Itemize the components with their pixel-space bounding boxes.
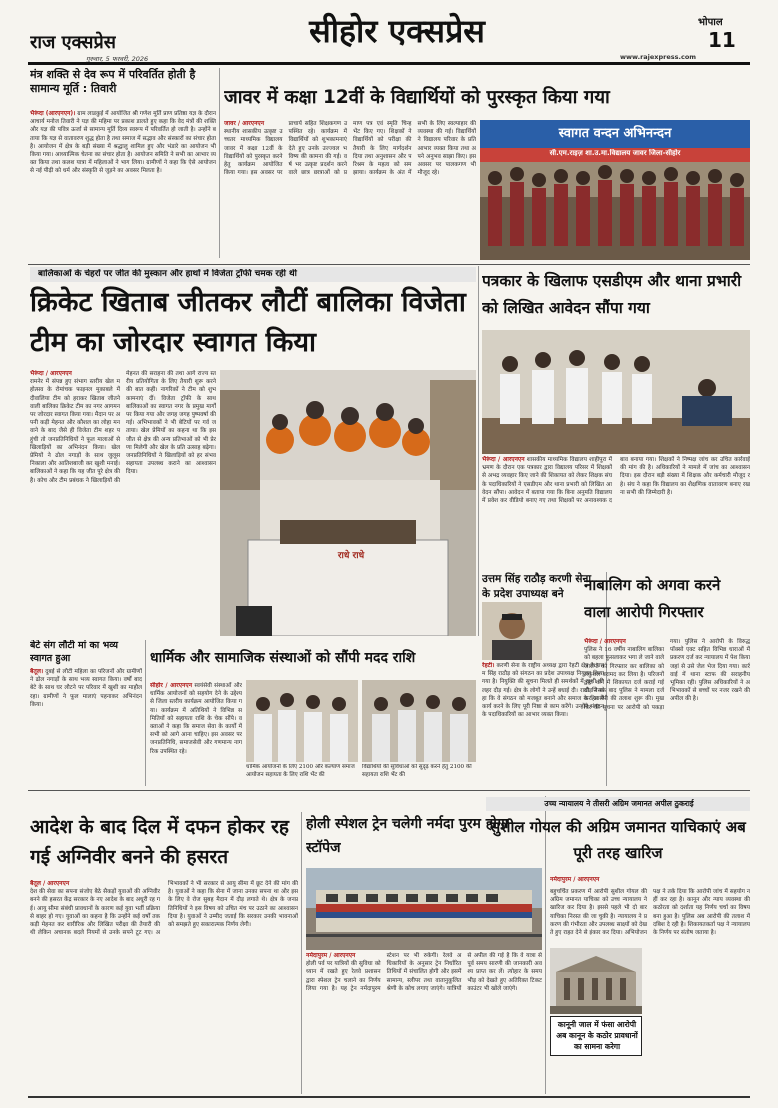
banner-welcome: स्वागत वन्दन अभिनन्दन (558, 126, 672, 141)
photo-donation-1 (246, 680, 358, 762)
dateline: सीहोर / आरएनएन (150, 682, 193, 689)
section-rule (28, 790, 750, 791)
column-divider (301, 812, 302, 1094)
dateline: जावर / आरएनएन (224, 120, 265, 127)
story-body: रामनेर में संपन्न हुए संभाग स्तरीय खेल महोत्सव के रोमांचक फाइनल मुकाबले में दीवालिया टीम को हराकर खिताब जीतने वाली बालिका क्रिकेट टीम का नगर आगमन पर जोरदार स्वागत किया गया। मैदान पर अपनी कड़ी मेहनत और कौशल का लोहा मनवाने के बाद जैसे ही विजेता टीम शहर पहुंची तो जनप्रतिनिधियों ने फूल मालाओं से खिलाड़ियों का अभिनंदन किया। खेल प्रेमियों ने ढोल नगाड़ों के साथ जुलूस निकाला और आतिशबाजी कर खुशी मनाई। बालिकाओं ने कहा कि यह जीत पूरे क्षेत्र की है। कोच और टीम प्रबंधक ने खिलाड़ियों की मेहनत की सराहना की तथा आगे राज्य स्तरीय प्रतियोगिता के लिए तैयारी शुरू करने की बात कही। नागरिकों ने टीम को शुभकामनाएं दीं। विजेता ट्रॉफी के साथ बालिकाओं का स्वागत नगर के प्रमुख मार्गों पर किया गया और जगह जगह पुष्पवर्षा की गई। अभिभावकों ने भी बेटियों पर गर्व जताया। खेल प्रेमियों का कहना था कि इस जीत से क्षेत्र की अन्य प्रतिभाओं को भी प्रेरणा मिलेगी और खेल के प्रति उत्साह बढ़ेगा। जनप्रतिनिधियों ने खिलाड़ियों को हर संभव सहायता उपलब्ध कराने का आश्वासन दिया। (30, 371, 216, 484)
caption-donation-2: विद्यार्थियों की सुविधाओं को सुदृढ़ करने हेतु 2100 की सहायता राशि भेंट की (362, 764, 472, 778)
story-body: दुबई से लौटी महिला का परिजनों और ग्रामीणों ने ढोल नगाड़ों के साथ भव्य स्वागत किया। वर्षों बाद बेटे के साथ घर लौटने पर परिवार में खुशी का माहौल रहा। ग्रामीणों ने फूल मालाएं पहनाकर अभिनंदन किया। (30, 669, 142, 708)
photo-memorandum (482, 330, 750, 454)
story-body: स्थानीय शासकीय उत्कृष्ट उच्चतर माध्यमिक विद्यालय जावर में कक्षा 12वीं के विद्यार्थियों को पुरस्कृत करने हेतु कार्यक्रम आयोजित किया गया। इस अवसर पर प्राचार्य सहित शिक्षकगण उपस्थित रहे। कार्यक्रम में विद्यार्थियों को शुभकामनाएं देते हुए उनके उज्ज्वल भविष्य की कामना की गई। वर्ष भर उत्कृष्ट प्रदर्शन करने वाले छात्र छात्राओं को प्रमाण पत्र एवं स्मृति चिन्ह भेंट किए गए। शिक्षकों ने विद्यार्थियों को परीक्षा की तैयारी के लिए मार्गदर्शन दिया तथा अनुशासन और परिश्रम के महत्व को समझाया। कार्यक्रम के अंत में सभी के लिए स्वल्पाहार की व्यवस्था की गई। विद्यार्थियों ने विद्यालय परिवार के प्रति आभार व्यक्त किया तथा अपने अनुभव साझा किए। इस अवसर पर पालकगण भी मौजूद रहे। (224, 121, 476, 177)
website-url: www.rajexpress.com (620, 53, 697, 61)
story-kidnap (584, 638, 750, 786)
dateline: बैतूल। (30, 668, 44, 675)
photo-train (306, 868, 542, 950)
column-divider (478, 266, 479, 636)
donation-photo-art (362, 680, 476, 762)
story-agniveer (30, 880, 298, 1092)
kicker-goyal (486, 797, 750, 811)
students-photo-art (480, 120, 750, 260)
masthead (0, 0, 778, 62)
headline-donation: धार्मिक और सामाजिक संस्थाओं को सौंपी मदद राशि (150, 650, 416, 666)
photo-uttam-singh (482, 602, 542, 660)
photo-cricket-team (220, 370, 476, 636)
dateline: भैरूंदा / आरएनएन (584, 638, 626, 645)
headline-agniveer: आदेश के बाद दिल में दफन होकर रह गई अग्निवीर बनने की हसरत (30, 816, 289, 868)
headline-javar-awards: जावर में कक्षा 12वीं के विद्यार्थियों को पुरस्कृत किया गया (224, 87, 610, 108)
story-body: शासकीय माध्यमिक विद्यालय शाहीपुरा में भ्रमण के दौरान एक पत्रकार द्वारा विद्यालय परिसर में शिक्षकों से अभद्र व्यवहार किए जाने की शिकायत को लेकर शिक्षक संघ के पदाधिकारियों ने एसडीएम और थाना प्रभारी को लिखित आवेदन सौंपा। आवेदन में बताया गया कि बिना अनुमति विद्यालय में प्रवेश कर वीडियो बनाए गए तथा शिक्षकों पर अनावश्यक दबाव बनाया गया। शिक्षकों ने निष्पक्ष जांच कर उचित कार्रवाई की मांग की है। अधिकारियों ने मामले में जांच का आश्वासन दिया। इस दौरान बड़ी संख्या में शिक्षक और कर्मचारी मौजूद रहे। संघ ने कहा कि विद्यालय का शैक्षणिक वातावरण बनाए रखना सभी की जिम्मेदारी है। (482, 457, 750, 505)
dateline: भैरूंदा / आरएनएन (30, 370, 72, 377)
dateline: रेहटी। (482, 662, 495, 669)
photo-donation-2 (362, 680, 476, 762)
story-body: होली पर्व पर यात्रियों की सुविधा को ध्यान में रखते हुए रेलवे प्रशासन द्वारा स्पेशल ट्रेन चलाने का निर्णय लिया गया है। यह ट्रेन नर्मदापुरम स्टेशन पर भी रुकेगी। रेलवे अधिकारियों के अनुसार ट्रेन निर्धारित तिथियों में संचालित होगी और इसमें सामान्य, स्लीपर तथा वातानुकूलित श्रेणी के कोच लगाए जाएंगे। यात्रियों से अपील की गई है कि वे यात्रा से पूर्व समय सारणी की जानकारी अवश्य प्राप्त कर लें। त्योहार के समय भीड़ को देखते हुए अतिरिक्त टिकट काउंटर भी खोले जाएंगे। (306, 953, 542, 992)
story-mother-returns (30, 668, 142, 786)
headline-mother-returns: बेटे संग लौटी मां का भव्य स्वागत हुआ (30, 640, 119, 664)
headline-mantra: मंत्र शक्ति से देव रूप में परिवर्तित होती है सामान्य मूर्ति : तिवारी (30, 68, 196, 95)
edition-city: भोपाल (698, 17, 723, 28)
callout-box (550, 1016, 642, 1056)
story-donation (150, 682, 242, 786)
masthead-divider (28, 62, 750, 65)
donation-photo-art (246, 680, 358, 762)
photo-court-building (550, 948, 642, 1014)
train-photo-art (306, 868, 542, 950)
footer-rule (28, 1096, 750, 1098)
story-body: पुलिस ने 16 वर्षीय नाबालिग बालिका को बहला फुसलाकर भगा ले जाने वाले आरोपी को गिरफ्तार कर बालिका को सकुशल बरामद कर लिया है। परिजनों द्वारा थाने में शिकायत दर्ज कराई गई थी जिसके बाद पुलिस ने मामला दर्ज कर आरोपी की तलाश शुरू की। मुखबिर की सूचना पर आरोपी को पकड़ा गया। पुलिस ने आरोपी के विरुद्ध पॉक्सो एक्ट सहित विभिन्न धाराओं में प्रकरण दर्ज कर न्यायालय में पेश किया जहां से उसे जेल भेज दिया गया। कार्रवाई में थाना स्टाफ की सराहनीय भूमिका रही। पुलिस अधिकारियों ने अभिभावकों से बच्चों पर नजर रखने की अपील की है। (584, 639, 750, 711)
dateline: बैतूल / आरएनएन (30, 880, 70, 887)
story-body: बहुचर्चित प्रकरण में आरोपी सुशील गोयल की अग्रिम जमानत याचिका को उच्च न्यायालय ने खारिज कर दिया है। इससे पहले भी दो बार याचिका निरस्त की जा चुकी है। न्यायालय ने प्रकरण की गंभीरता और उपलब्ध साक्ष्यों को देखते हुए राहत देने से इंकार कर दिया। अभियोजन पक्ष ने तर्क दिया कि आरोपी जांच में सहयोग नहीं कर रहा है। कानून और न्याय व्यवस्था की कठोरता को दर्शाता यह निर्णय चर्चा का विषय बना हुआ है। पुलिस अब आरोपी की तलाश में दबिश दे रही है। शिकायतकर्ता पक्ष ने न्यायालय के निर्णय पर संतोष जताया है। (550, 889, 750, 937)
page-number: 11 (708, 28, 736, 52)
headline-holi-train: होली स्पेशल ट्रेन चलेगी नर्मदा पुरम होगा स्टॉपेज (306, 816, 509, 856)
column-divider (145, 640, 146, 786)
issue-date: गुरुवार, 5 फरवरी, 2026 (86, 55, 149, 62)
story-journalist (482, 456, 750, 568)
caption-donation-1: धार्मिक आयोजनों के लिए 2100 और कल्याण समाज आयोजन सहायता के लिए राशि भेंट की (246, 764, 355, 778)
bus-front-text: राधे राधे (337, 551, 365, 561)
dateline: नर्मदापुरम / आरएनएन (550, 876, 600, 883)
story-javar-awards (224, 120, 476, 260)
headline-journalist: पत्रकार के खिलाफ एसडीएम और थाना प्रभारी को लिखित आवेदन सौंपा गया (482, 272, 742, 317)
kicker-text: उच्च न्यायालय ने तीसरी अग्रिम जमानत अपील ठुकराई (544, 799, 694, 808)
column-divider (219, 68, 220, 258)
kicker-cricket (30, 267, 476, 282)
story-holi-train (306, 952, 542, 1092)
memo-photo-art (482, 330, 750, 454)
portrait-art (482, 602, 542, 660)
story-cricket (30, 370, 216, 636)
story-body: करणी सेना के राष्ट्रीय अध्यक्ष द्वारा रेहटी क्षेत्र के उत्तम सिंह राठौड़ को संगठन का प्रदेश उपाध्यक्ष नियुक्त किया गया है। नियुक्ति की सूचना मिलते ही समर्थकों में खुशी की लहर दौड़ गई। क्षेत्र के लोगों ने उन्हें बधाई दी। राठौड़ ने कहा कि वे संगठन को मजबूत बनाने और समाज के हित में कार्य करने के लिए पूरी निष्ठा से काम करेंगे। उन्होंने संगठन के पदाधिकारियों का आभार व्यक्त किया। (482, 663, 604, 719)
story-mantra (30, 110, 216, 270)
story-body: देश की सेवा का सपना संजोए बैठे सैकड़ों युवाओं की अग्निवीर बनने की हसरत केंद्र सरकार के नए आदेश के बाद अधूरी रह गई। आयु सीमा संबंधी प्रावधानों के कारण कई युवा भर्ती प्रक्रिया से बाहर हो गए। युवाओं का कहना है कि उन्होंने कई वर्षों तक कड़ी मेहनत कर शारीरिक और लिखित परीक्षा की तैयारी की थी लेकिन अचानक बदले नियमों से उनके सपने टूट गए। अभिभावकों ने भी सरकार से आयु सीमा में छूट देने की मांग की है। युवाओं ने कहा कि सेना में जाना उनका सपना था और इसके लिए वे रोज सुबह मैदान में दौड़ लगाते थे। क्षेत्र के जनप्रतिनिधियों ने इस विषय को उचित मंच पर उठाने का आश्वासन दिया है। युवाओं ने उम्मीद जताई कि सरकार उनकी भावनाओं को समझते हुए सकारात्मक निर्णय लेगी। (30, 881, 298, 937)
headline-kidnap: नाबालिग को अगवा करने वाला आरोपी गिरफ्तार (584, 576, 721, 621)
section-title: सीहोर एक्सप्रेस (309, 12, 485, 50)
headline-karni-sena: उत्तम सिंह राठौड़ करणी सेना के प्रदेश उपाध्यक्ष बने (482, 573, 592, 600)
dateline: नर्मदापुरम / आरएनएन (306, 952, 356, 959)
headline-goyal: सुशील गोयल की अग्रिम जमानत याचिकाएं अब पूरी तरह खारिज (490, 818, 746, 862)
story-body: ग्राम लाडकुई में आयोजित श्री गणेश मूर्ति प्राण प्रतिष्ठा यज्ञ के दौरान आचार्य मनोज तिवारी ने यज्ञ की महिमा पर प्रकाश डालते हुए कहा कि वेद मंत्रों की शक्ति और यज्ञ की पवित्र ऊर्जा से सामान्य मूर्ति दिव्य स्वरूप में परिवर्तित हो जाती है। उन्होंने बताया कि यज्ञ से वातावरण शुद्ध होता है तथा समाज में सद्भाव और संस्कारों का संचार होता है। आयोजन में क्षेत्र के बड़ी संख्या में श्रद्धालु शामिल हुए और भंडारे का आयोजन भी किया गया। आध्यात्मिक चेतना का संचार होता है। आयोजन समिति ने सभी का आभार व्यक्त किया तथा कलश यात्रा में महिलाओं ने भाग लिया। ग्रामीणों ने कहा कि ऐसे आयोजन से नई पीढ़ी को धर्म और संस्कृति से जुड़ने का अवसर मिलता है। (30, 111, 216, 175)
cricket-photo-art (220, 370, 476, 636)
banner-school: सी.एम.राइज़ शा.उ.मा.विद्यालय जावर जिला-सीहोर (549, 149, 681, 157)
brand-name: राज एक्सप्रेस (30, 32, 116, 53)
section-rule (28, 264, 750, 265)
story-body: स्वयंसेवी संस्थाओं और धार्मिक आयोजनों को सहयोग देने के उद्देश्य से जिला स्तरीय कार्यक्रम आयोजित किया गया। कार्यक्रम में अतिथियों ने विभिन्न समितियों को सहायता राशि के चेक सौंपे। वक्ताओं ने कहा कि समाज सेवा के कार्यों में सभी को आगे आना चाहिए। इस अवसर पर जनप्रतिनिधि, समाजसेवी और गणमान्य नागरिक उपस्थित रहे। (150, 683, 242, 755)
dateline: भैरूंदा / आरएनएन (482, 456, 525, 463)
callout-text: कानूनी जाल में फंसा आरोपी अब कानून के कठोर प्रावधानों का सामना करेगा (556, 1020, 638, 1051)
dateline: भैरूंदा (आरएनएन)। (30, 110, 76, 117)
court-photo-art (550, 948, 642, 1014)
photo-students (480, 120, 750, 260)
kicker-text: बालिकाओं के चेहरों पर जीत की मुस्कान और हाथों में विजेता ट्रॉफी चमक रही थी (38, 269, 297, 279)
headline-cricket: क्रिकेट खिताब जीतकर लौटीं बालिका विजेता टीम का जोरदार स्वागत किया (30, 287, 466, 358)
